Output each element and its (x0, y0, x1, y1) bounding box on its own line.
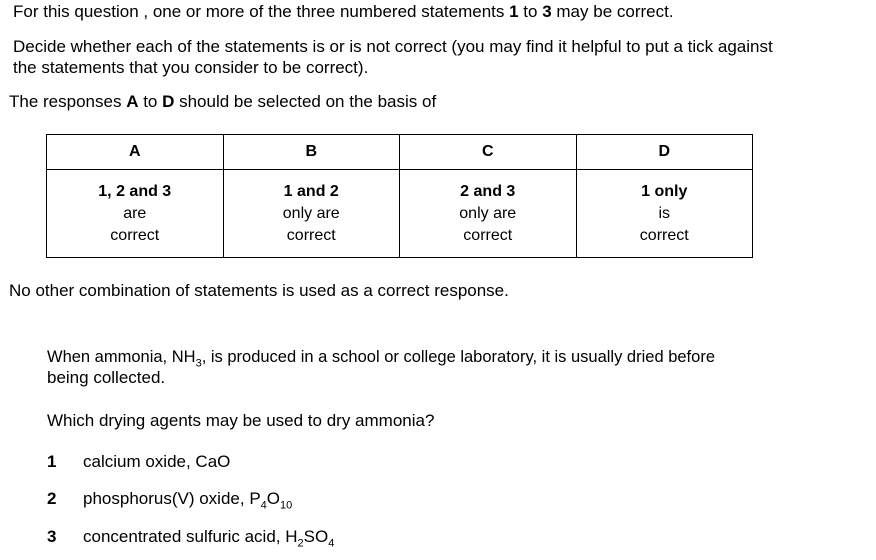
statement-number-2: 2 (47, 489, 57, 508)
response-key-table (46, 134, 753, 258)
statement-subscript: 4 (328, 537, 335, 550)
statement-text-3 (83, 527, 335, 550)
instruction-text: to (138, 92, 163, 111)
stem-text: When ammonia, NH (47, 348, 196, 366)
instruction-line-2b: the statements that you consider to be correct). (13, 58, 369, 77)
instruction-text: should be selected on the basis of (174, 92, 437, 111)
statement-text-1: calcium oxide, CaO (83, 452, 231, 471)
statement-text: SO (303, 527, 329, 546)
instruction-text: For this question , one or more of the three numbered statements (13, 2, 510, 21)
cell-line: 1, 2 and 3 (98, 182, 172, 200)
statement-subscript: 10 (280, 499, 293, 512)
cell-line: 1 and 2 (283, 182, 339, 200)
response-header-a: A (47, 135, 224, 170)
response-cell-a (47, 170, 224, 258)
response-cell-d (576, 170, 753, 258)
instruction-text: may be correct. (551, 2, 674, 21)
response-cell-c (400, 170, 577, 258)
cell-line: correct (463, 226, 513, 244)
cell-line: correct (110, 226, 160, 244)
instruction-bold: 3 (542, 2, 552, 21)
cell-line: only are (282, 204, 340, 222)
statement-subscript: 4 (260, 499, 267, 512)
response-header-b: B (223, 135, 400, 170)
no-other-combination-note: No other combination of statements is used as a correct response. (9, 281, 509, 300)
instruction-bold: A (126, 92, 139, 111)
statement-number-1: 1 (47, 452, 57, 471)
statement-text: concentrated sulfuric acid, H (83, 527, 298, 546)
cell-line: 1 only (641, 182, 688, 200)
stem-text: , is produced in a school or college laboratory, it is usually dried before (201, 348, 715, 366)
response-header-d: D (576, 135, 753, 170)
cell-line: are (123, 204, 147, 222)
cell-line: only are (459, 204, 517, 222)
statement-text: phosphorus(V) oxide, P (83, 489, 261, 508)
instruction-line-3 (9, 92, 436, 112)
response-header-c: C (400, 135, 577, 170)
instruction-bold: 1 (509, 2, 519, 21)
statement-text: O (266, 489, 281, 508)
instruction-line-2a: Decide whether each of the statements is or is not correct (you may find it helpful to put a tick against (13, 37, 773, 56)
stem-subscript: 3 (195, 357, 202, 370)
cell-line: is (658, 204, 671, 222)
cell-line: 2 and 3 (460, 182, 516, 200)
instruction-bold: D (162, 92, 175, 111)
question-stem-line-1 (47, 347, 715, 370)
cell-line: correct (286, 226, 336, 244)
cell-line: correct (639, 226, 689, 244)
statement-subscript: 2 (297, 537, 304, 550)
statement-text-2 (83, 489, 293, 512)
instruction-line-1 (13, 2, 674, 22)
response-header-row (47, 135, 753, 170)
response-body-row (47, 170, 753, 258)
instruction-text: The responses (9, 92, 127, 111)
question-stem-line-2: being collected. (47, 368, 166, 387)
response-cell-b (223, 170, 400, 258)
statement-number-3: 3 (47, 527, 57, 546)
instruction-text: to (518, 2, 543, 21)
question-prompt: Which drying agents may be used to dry ammonia? (47, 411, 435, 430)
